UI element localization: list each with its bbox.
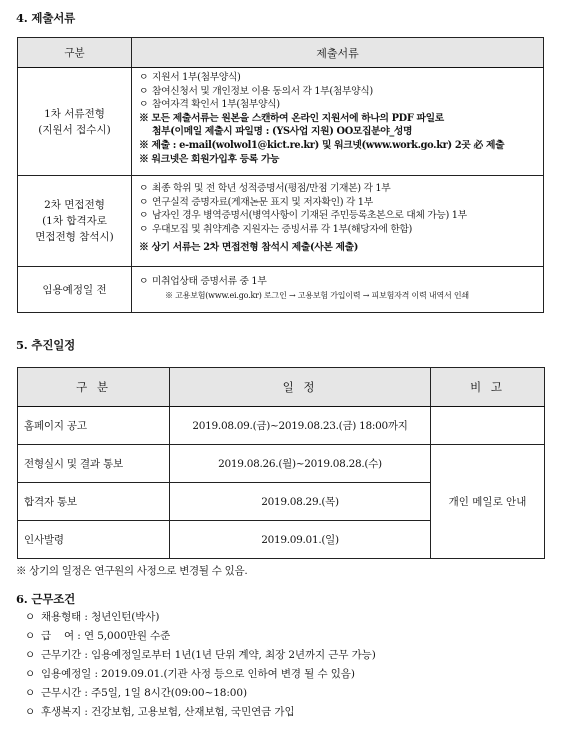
list-item: ㅇ 연구실적 증명자료(게재논문 표지 및 저자확인) 각 1부: [139, 196, 373, 208]
stage-cell: [18, 267, 132, 313]
note-text: ※ 상기 서류는 2차 면접전형 참석시 제출(사본 제출): [139, 242, 359, 254]
bullet-icon: ㅇ: [139, 99, 149, 111]
list-item: ㅇ 근무기간 : 임용예정일로부터 1년(1년 단위 계약, 최장 2년까지 근무 가능): [25, 649, 376, 661]
table-row: [18, 445, 545, 483]
stage-label: 1차 서류전형: [44, 107, 105, 120]
bullet-icon: ㅇ: [139, 85, 149, 97]
header-category: 구분: [18, 38, 132, 68]
schedule-label: 인사발령: [18, 521, 170, 559]
note-text: ※ 고용보험(www.ei.go.kr) 로그인 → 고용보험 가입이력 → 피보험자격 이력 내역서 인쇄: [165, 290, 469, 300]
bullet-icon: ㅇ: [25, 706, 36, 718]
schedule-date: 2019.08.29.(목): [170, 483, 431, 521]
schedule-label: 합격자 통보: [18, 483, 170, 521]
schedule-footnote: ※ 상기의 일정은 연구원의 사정으로 변경될 수 있음.: [16, 565, 248, 577]
documents-cell: [132, 68, 544, 176]
documents-table: [17, 37, 544, 313]
schedule-label: 전형실시 및 결과 통보: [18, 445, 170, 483]
remark-cell: 개인 메일로 안내: [431, 445, 545, 559]
schedule-date: 2019.09.01.(일): [170, 521, 431, 559]
bullet-icon: ㅇ: [139, 210, 149, 222]
stage-label: 2차 면접전형: [44, 199, 105, 211]
note-text: ※ 워크넷은 회원가입후 등록 가능: [139, 153, 280, 165]
list-item: ㅇ 채용형태 : 청년인턴(박사): [25, 611, 160, 623]
section-5-title: 5. 추진일정: [16, 338, 76, 352]
section-6-title: 6. 근무조건: [16, 592, 76, 606]
bullet-icon: ㅇ: [25, 649, 36, 661]
list-item: ㅇ 참여자격 확인서 1부(첨부양식): [139, 99, 280, 111]
bullet-icon: ㅇ: [25, 611, 36, 623]
header-category: 구 분: [18, 368, 170, 407]
list-item: ㅇ 참여신청서 및 개인정보 이용 동의서 각 1부(첨부양식): [139, 85, 373, 97]
table-row: [18, 267, 544, 313]
schedule-label: 홈페이지 공고: [18, 407, 170, 445]
section-4-title: 4. 제출서류: [16, 11, 76, 25]
stage-cell: [18, 176, 132, 267]
stage-label: 임용예정일 전: [42, 283, 107, 296]
bullet-icon: ㅇ: [25, 687, 36, 699]
bullet-icon: ㅇ: [139, 223, 149, 235]
list-item: ㅇ 후생복지 : 건강보험, 고용보험, 산재보험, 국민연금 가입: [25, 706, 295, 718]
table-row: [18, 68, 544, 176]
table-row: [18, 176, 544, 267]
bullet-icon: ㅇ: [139, 196, 149, 208]
list-item: ㅇ 우대모집 및 취약계층 지원자는 증빙서류 각 1부(해당자에 한함): [139, 223, 413, 235]
documents-table-header: [18, 38, 544, 68]
bullet-icon: ㅇ: [25, 630, 36, 642]
list-item: ㅇ 근무시간 : 주5일, 1일 8시간(09:00~18:00): [25, 687, 247, 699]
note-text: ※ 모든 제출서류는 원본을 스캔하여 온라인 지원서에 하나의 PDF 파일로: [139, 112, 444, 124]
schedule-table: [17, 367, 545, 559]
note-text: ※ 제출 : e-mail(wolwol1@kict.re.kr) 및 워크넷(www.work.go.kr) 2곳 必 제출: [139, 139, 505, 151]
stage-cell: [18, 68, 132, 176]
header-remarks: 비 고: [431, 368, 545, 407]
list-item: ㅇ 지원서 1부(첨부양식): [139, 72, 241, 83]
remark-cell: [431, 407, 545, 445]
bullet-icon: ㅇ: [139, 183, 149, 194]
bullet-icon: ㅇ: [25, 668, 36, 680]
note-text: 첨부(이메일 제출시 파일명 : (YS사업 지원) OO모집분야_성명: [152, 126, 413, 138]
list-item: ㅇ 급 여 : 연 5,000만원 수준: [25, 630, 171, 642]
bullet-icon: ㅇ: [139, 72, 149, 83]
schedule-date: 2019.08.09.(금)~2019.08.23.(금) 18:00까지: [170, 407, 431, 445]
header-schedule: 일 정: [170, 368, 431, 407]
list-item: ㅇ 임용예정일 : 2019.09.01.(기관 사정 등으로 인하여 변경 될 수 있음): [25, 668, 355, 680]
schedule-table-header: [18, 368, 545, 407]
header-documents: 제출서류: [132, 38, 544, 68]
documents-cell: [132, 267, 544, 313]
documents-cell: [132, 176, 544, 267]
list-item: ㅇ 미취업상태 증명서류 중 1부: [139, 276, 267, 287]
list-item: ㅇ 남자인 경우 병역증명서(병역사항이 기재된 주민등록초본으로 대체 가능) 1부: [139, 210, 467, 222]
stage-label: (1차 합격자로: [42, 215, 107, 227]
stage-label: 면접전형 참석시): [35, 231, 114, 243]
stage-label: (지원서 접수시): [38, 123, 111, 136]
table-row: [18, 407, 545, 445]
schedule-date: 2019.08.26.(월)~2019.08.28.(수): [170, 445, 431, 483]
list-item: ㅇ 최종 학위 및 전 학년 성적증명서(평점/만점 기재본) 각 1부: [139, 183, 391, 194]
bullet-icon: ㅇ: [139, 276, 149, 287]
